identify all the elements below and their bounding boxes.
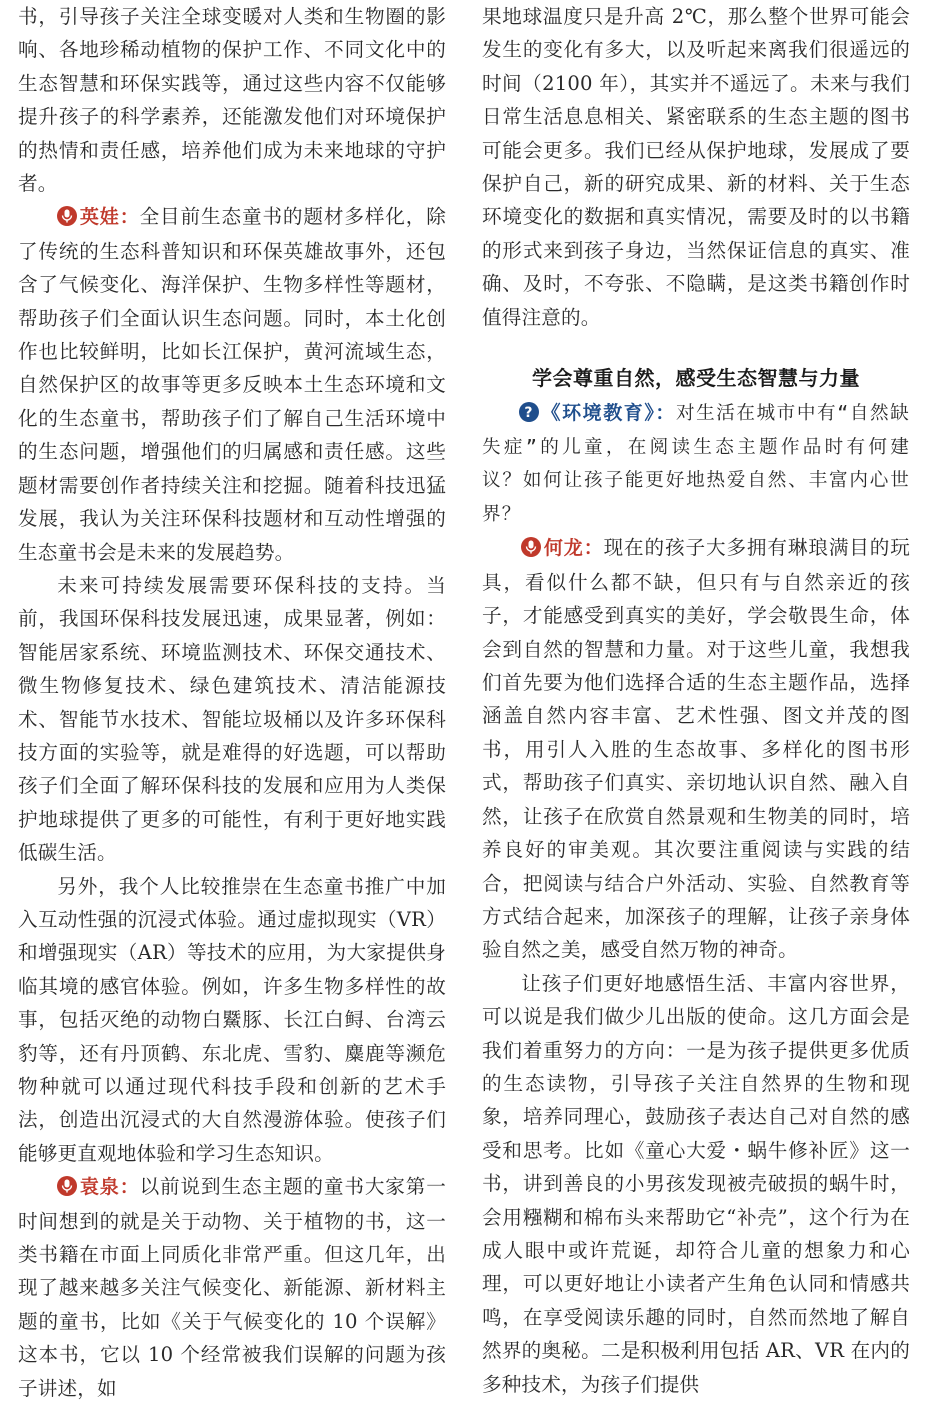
right-column: [482, 0, 910, 1401]
speaker-paragraph-yuanquan: [18, 1170, 446, 1405]
speaker-text: 以前说到生态主题的童书大家第一时间想到的就是关于动物、关于植物的书，这一类书籍在市面上同质化非常严重。但这几年，出现了越来越多关注气候变化、新能源、新材料主题的童书，比如《关于气候变化的 10 个误解》这本书，它以 10 个经常被我们误解的问题为孩子讲述，如: [18, 1175, 447, 1400]
svg-text:?: ?: [524, 405, 534, 422]
paragraph: 书，引导孩子关注全球变暖对人类和生物圈的影响、各地珍稀动植物的保护工作、不同文化中的生态智慧和环保实践等，通过这些内容不仅能够提升孩子的科学素养，还能激发他们对环境保护的热情和责任感，培养他们成为未来地球的守护者。: [18, 5, 446, 196]
microphone-icon: [57, 206, 77, 226]
question-source: 《环境教育》：: [541, 402, 676, 425]
microphone-icon: [521, 537, 541, 557]
paragraph: 另外，我个人比较推崇在生态童书推广中加入互动性强的沉浸式体验。通过虚拟现实（VR）和增强现实（AR）等技术的应用，为大家提供身临其境的感官体验。例如，许多生物多样性的故事，包括灭绝的动物白鱀豚、长江白鲟、台湾云豹等，还有丹顶鹤、东北虎、雪豹、麋鹿等濒危物种就可以通过现代科技手段和创新的艺术手法，创造出沉浸式的大自然漫游体验。使孩子们能够更直观地体验和学习生态知识。: [18, 874, 446, 1165]
speaker-paragraph-helong: [482, 531, 910, 966]
section-heading: 学会尊重自然，感受生态智慧与力量: [532, 366, 860, 391]
speaker-paragraph-yingwa: [18, 200, 446, 568]
speaker-text: 全目前生态童书的题材多样化，除了传统的生态科普知识和环保英雄故事外，还包含了气候变化、海洋保护、生物多样性等题材，帮助孩子们全面认识生态问题。同时，本土化创作也比较鲜明，比如长江保护，黄河流域生态，自然保护区的故事等更多反映本土生态环境和文化的生态童书，帮助孩子们了解自己生活环境中的生态问题，增强他们的归属感和责任感。这些题材需要创作者持续关注和挖掘。随着科技迅猛发展，我认为关注环保科技题材和互动性增强的生态童书会是未来的发展趋势。: [18, 205, 447, 564]
speaker-name: 袁泉：: [79, 1176, 140, 1199]
microphone-icon: [57, 1176, 77, 1196]
question-paragraph: [482, 397, 910, 531]
left-column: [18, 0, 446, 1405]
speaker-name: 英娃：: [79, 206, 140, 229]
paragraph: 果地球温度只是升高 2℃，那么整个世界可能会发生的变化有多大，以及听起来离我们很遥远的时间（2100 年），其实并不遥远了。未来与我们日常生活息息相关、紧密联系的生态主题的图书可能会更多。我们已经从保护地球，发展成了要保护自己，新的研究成果、新的材料、关于生态环境变化的数据和真实情况，需要及时的以书籍的形式来到孩子身边，当然保证信息的真实、准确、及时，不夸张、不隐瞒，是这类书籍创作时值得注意的。: [482, 5, 910, 329]
speaker-text: 现在的孩子大多拥有琳琅满目的玩具，看似什么都不缺，但只有与自然亲近的孩子，才能感受到真实的美好，学会敬畏生命，体会到自然的智慧和力量。对于这些儿童，我想我们首先要为他们选择合适的生态主题作品，选择涵盖自然内容丰富、艺术性强、图文并茂的图书，用引人入胜的生态故事、多样化的图书形式，帮助孩子们真实、亲切地认识自然、融入自然，让孩子在欣赏自然景观和生物美的同时，培养良好的审美观。其次要注重阅读与实践的结合，把阅读与结合户外活动、实验、自然教育等方式结合起来，加深孩子的理解，让孩子亲身体验自然之美，感受自然万物的神奇。: [482, 536, 911, 962]
paragraph: 未来可持续发展需要环保科技的支持。当前，我国环保科技发展迅速，成果显著，例如：智能居家系统、环境监测技术、环保交通技术、微生物修复技术、绿色建筑技术、清洁能源技术、智能节水技术、智能垃圾桶以及许多环保科技方面的实验等，就是难得的好选题，可以帮助孩子们全面了解环保科技的发展和应用为人类保护地球提供了更多的可能性，有利于更好地实践低碳生活。: [18, 573, 446, 865]
question-text: 对生活在城市中有“自然缺失症”的儿童，在阅读生态主题作品时有何建议？如何让孩子能更好地热爱自然、丰富内心世界？: [482, 403, 910, 525]
speaker-name: 何龙：: [543, 537, 604, 560]
question-icon: [519, 402, 539, 422]
paragraph: 让孩子们更好地感悟生活、丰富内容世界，可以说是我们做少儿出版的使命。这几方面会是我们着重努力的方向：一是为孩子提供更多优质的生态读物，引导孩子关注自然界的生物和现象，培养同理心，鼓励孩子表达自己对自然的感受和思考。比如《童心大爱・蜗牛修补匠》这一书，讲到善良的小男孩发现被壳破损的蜗牛时，会用糨糊和棉布头来帮助它“补壳”，这个行为在成人眼中或许荒诞，却符合儿童的想象力和心理，可以更好地让小读者产生角色认同和情感共鸣，在享受阅读乐趣的同时，自然而然地了解自然界的奥秘。二是积极利用包括 AR、VR 在内的多种技术，为孩子们提供: [482, 971, 910, 1396]
